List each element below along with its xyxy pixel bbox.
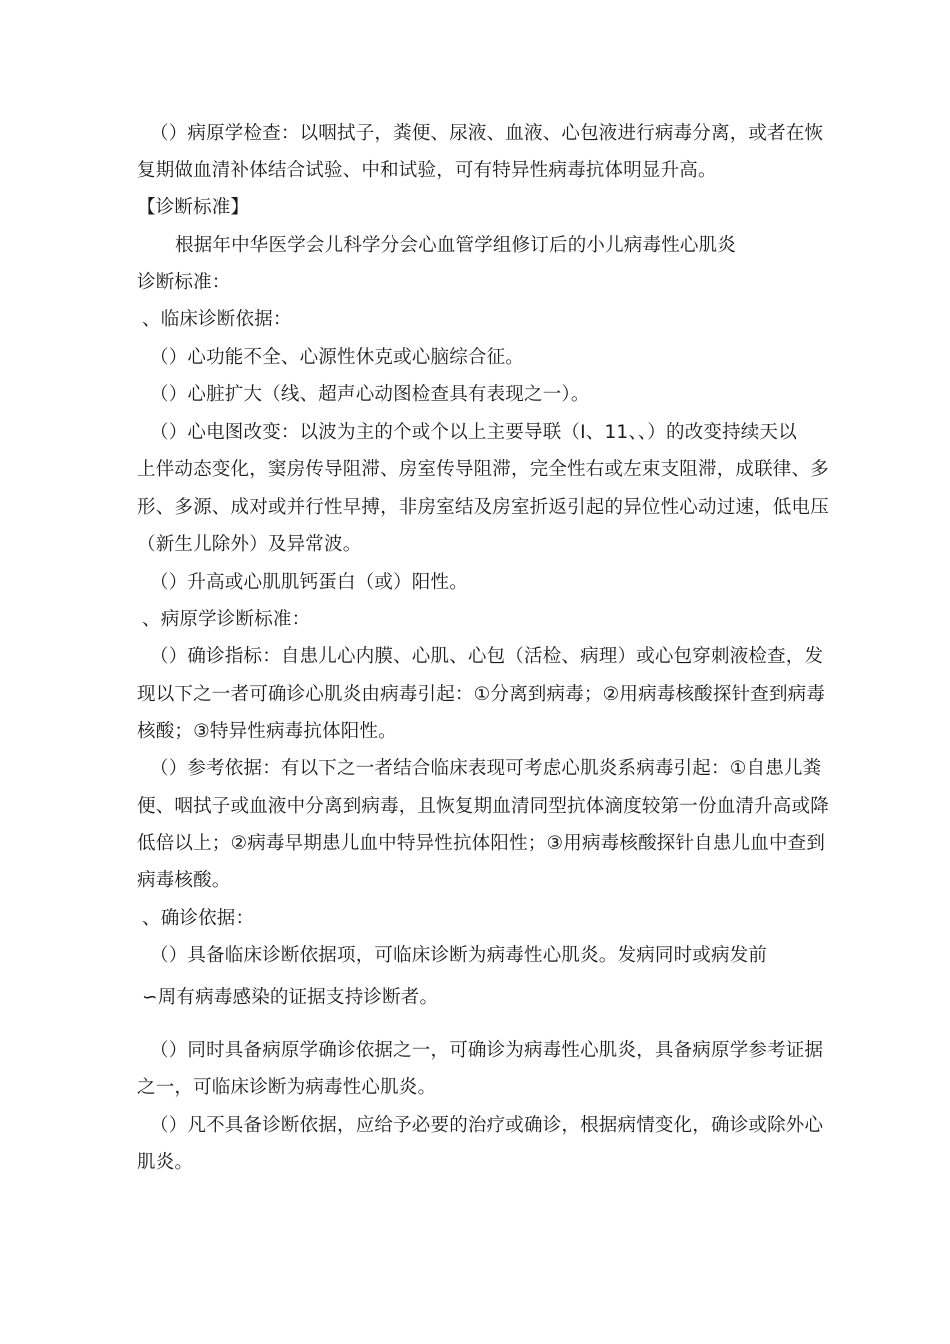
paragraph-line: ∽周有病毒感染的证据支持诊断者。 bbox=[142, 987, 439, 1008]
paragraph-line: 核酸；③特异性病毒抗体阳性。 bbox=[137, 721, 397, 742]
paragraph-line: 复期做血清补体结合试验、中和试验，可有特异性病毒抗体明显升高。 bbox=[137, 160, 717, 181]
paragraph-line: （新生儿除外）及异常波。 bbox=[137, 534, 362, 555]
paragraph-line: 根据年中华医学会儿科学分会心血管学组修订后的小儿病毒性心肌炎 bbox=[175, 235, 737, 256]
paragraph-line: 肌炎。 bbox=[137, 1152, 194, 1173]
paragraph-line: （）同时具备病原学确诊依据之一，可确诊为病毒性心肌炎，具备病原学参考证据 bbox=[150, 1040, 824, 1061]
paragraph-line: （）升高或心肌肌钙蛋白（或）阳性。 bbox=[150, 572, 468, 593]
subsection-heading: 、确诊依据： bbox=[142, 908, 255, 929]
paragraph-line: 形、多源、成对或并行性早搏，非房室结及房室折返引起的异位性心动过速，低电压 bbox=[137, 497, 829, 518]
section-heading: 【诊断标准】 bbox=[137, 197, 250, 218]
paragraph-line: （）心脏扩大（线、超声心动图检查具有表现之一）。 bbox=[150, 384, 590, 405]
paragraph-line: （）心功能不全、心源性休克或心脑综合征。 bbox=[150, 347, 525, 368]
paragraph-line: （）具备临床诊断依据项，可临床诊断为病毒性心肌炎。发病同时或病发前 bbox=[150, 945, 768, 966]
paragraph-line: （）确诊指标：自患儿心内膜、心肌、心包（活检、病理）或心包穿刺液检查，发 bbox=[150, 646, 824, 667]
paragraph-line: 病毒核酸。 bbox=[137, 870, 231, 891]
paragraph-line: （）参考依据：有以下之一者结合临床表现可考虑心肌炎系病毒引起：①自患儿粪 bbox=[150, 758, 822, 779]
paragraph-line: （）病原学检查：以咽拭子，粪便、尿液、血液、心包液进行病毒分离，或者在恢 bbox=[150, 123, 824, 144]
subsection-heading: 、病原学诊断标准： bbox=[142, 609, 311, 630]
paragraph-line: 上伴动态变化，窦房传导阻滞、房室传导阻滞，完全性右或左束支阻滞，成联律、多 bbox=[137, 459, 829, 480]
paragraph-line: 低倍以上；②病毒早期患儿血中特异性抗体阳性；③用病毒核酸探针自患儿血中查到 bbox=[137, 833, 826, 854]
paragraph-line: 之一，可临床诊断为病毒性心肌炎。 bbox=[137, 1077, 437, 1098]
paragraph-line: （）心电图改变：以波为主的个或个以上主要导联（Ⅰ、11、、）的改变持续天以 bbox=[150, 422, 797, 443]
paragraph-line: （）凡不具备诊断依据，应给予必要的治疗或确诊，根据病情变化，确诊或除外心 bbox=[150, 1115, 824, 1136]
paragraph-line: 便、咽拭子或血液中分离到病毒，且恢复期血清同型抗体滴度较第一份血清升高或降 bbox=[137, 796, 829, 817]
subsection-heading: 、临床诊断依据： bbox=[142, 309, 292, 330]
paragraph-line: 诊断标准： bbox=[137, 272, 231, 293]
paragraph-line: 现以下之一者可确诊心肌炎由病毒引起：①分离到病毒；②用病毒核酸探针查到病毒 bbox=[137, 684, 826, 705]
